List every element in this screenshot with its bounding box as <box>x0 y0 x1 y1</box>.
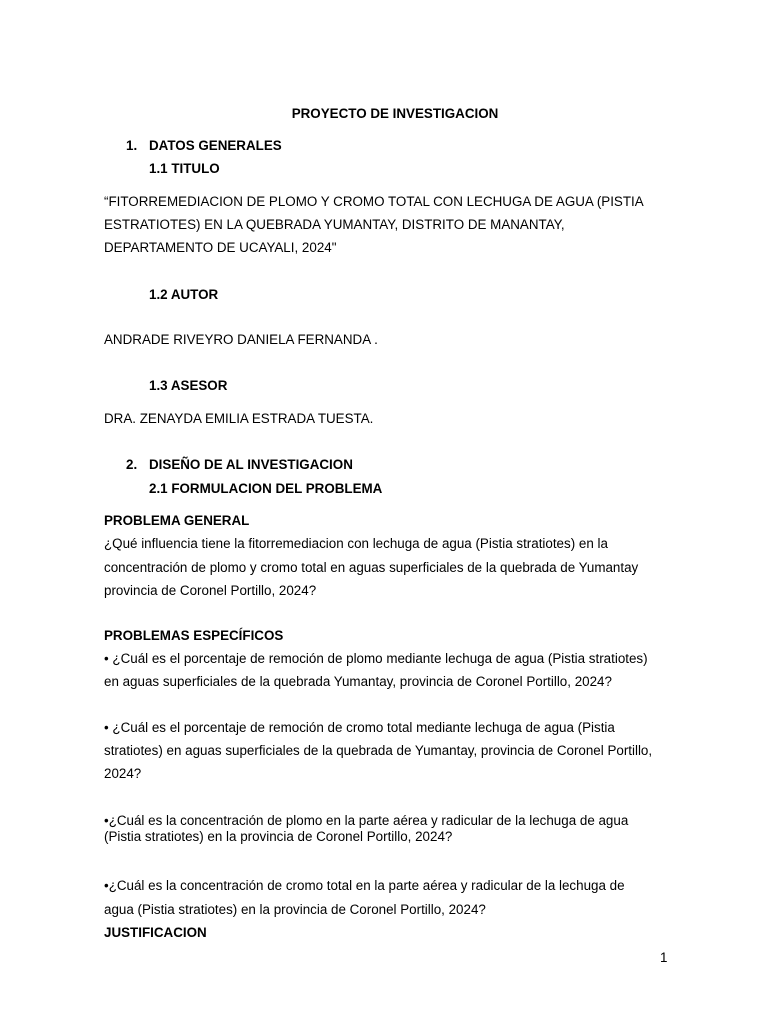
problema-especifico-2-line-3: 2024? <box>104 766 142 781</box>
problema-general-line-2: concentración de plomo y cromo total en aguas superficiales de la quebrada de Yumantay <box>104 560 639 575</box>
titulo-line-2: ESTRATIOTES) EN LA QUEBRADA YUMANTAY, DISTRITO DE MANANTAY, <box>104 217 565 232</box>
problema-general-line-3: provincia de Coronel Portillo, 2024? <box>104 583 317 598</box>
autor-name: ANDRADE RIVEYRO DANIELA FERNANDA . <box>104 332 378 347</box>
problema-especifico-3-line-2: (Pistia stratiotes) en la provincia de Coronel Portillo, 2024? <box>104 829 453 844</box>
section-2-heading: DISEÑO DE AL INVESTIGACION <box>149 457 353 472</box>
problema-especifico-4-line-1: •¿Cuál es la concentración de cromo total en la parte aérea y radicular de la lechuga de <box>104 878 625 893</box>
section-2-number: 2. <box>126 457 138 472</box>
problema-especifico-3-line-1: •¿Cuál es la concentración de plomo en la parte aérea y radicular de la lechuga de agua <box>104 813 629 828</box>
subsection-1-2-heading: 1.2 AUTOR <box>149 287 219 302</box>
justificacion-heading: JUSTIFICACION <box>104 925 207 940</box>
document-title: PROYECTO DE INVESTIGACION <box>291 106 499 121</box>
problema-general-line-1: ¿Qué influencia tiene la fitorremediacion con lechuga de agua (Pistia stratiotes) en la <box>104 536 608 551</box>
subsection-1-1-heading: 1.1 TITULO <box>149 161 220 176</box>
section-1-heading: DATOS GENERALES <box>149 138 282 153</box>
problema-general-heading: PROBLEMA GENERAL <box>104 513 250 528</box>
subsection-2-1-heading: 2.1 FORMULACION DEL PROBLEMA <box>149 481 383 496</box>
problema-especifico-2-line-2: stratiotes) en aguas superficiales de la quebrada de Yumantay, provincia de Coronel Portillo, <box>104 743 653 758</box>
subsection-1-3-heading: 1.3 ASESOR <box>149 378 228 393</box>
problemas-especificos-heading: PROBLEMAS ESPECÍFICOS <box>104 628 284 643</box>
problema-especifico-1-line-2: en aguas superficiales de la quebrada Yumantay, provincia de Coronel Portillo, 2024? <box>104 674 612 689</box>
problema-especifico-4-line-2: agua (Pistia stratiotes) en la provincia de Coronel Portillo, 2024? <box>104 902 486 917</box>
page-number: 1 <box>660 950 668 965</box>
section-1-number: 1. <box>126 138 138 153</box>
problema-especifico-2-line-1: • ¿Cuál es el porcentaje de remoción de cromo total mediante lechuga de agua (Pistia <box>104 720 615 735</box>
titulo-line-1: “FITORREMEDIACION DE PLOMO Y CROMO TOTAL CON LECHUGA DE AGUA (PISTIA <box>104 194 644 209</box>
problema-especifico-1-line-1: • ¿Cuál es el porcentaje de remoción de plomo mediante lechuga de agua (Pistia stratiotes) <box>104 651 648 666</box>
titulo-line-3: DEPARTAMENTO DE UCAYALI, 2024" <box>104 240 337 255</box>
asesor-name: DRA. ZENAYDA EMILIA ESTRADA TUESTA. <box>104 411 374 426</box>
